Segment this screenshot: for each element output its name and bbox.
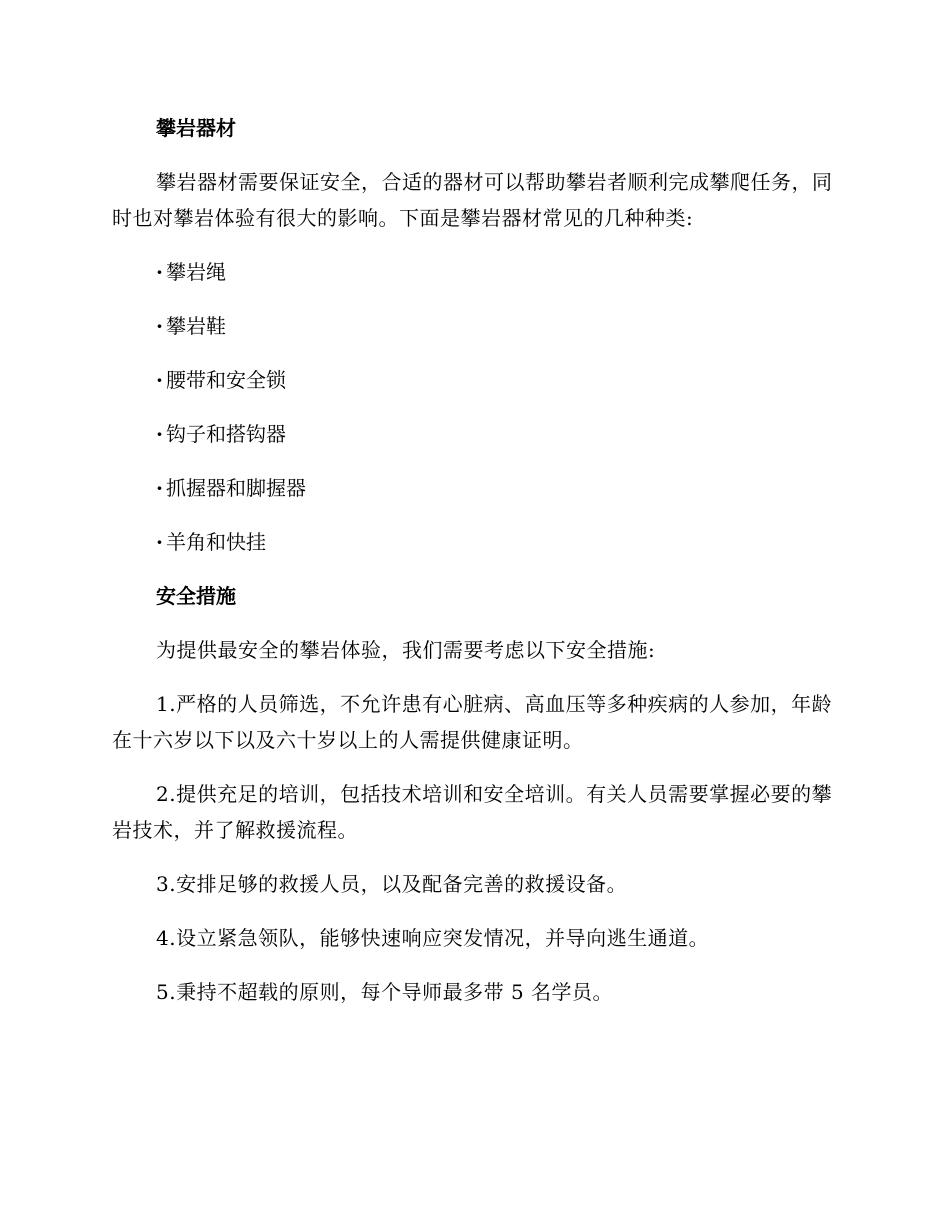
bullet-marker: · [156, 422, 163, 446]
bullet-marker: · [156, 260, 163, 284]
equipment-item-text: 攀岩鞋 [166, 314, 226, 338]
equipment-list-item [112, 254, 837, 290]
equipment-intro-paragraph: 攀岩器材需要保证安全，合适的器材可以帮助攀岩者顺利完成攀爬任务，同时也对攀岩体验有很大的影响。下面是攀岩器材常见的几种种类: [112, 170, 833, 230]
equipment-item-text: 钩子和搭钩器 [166, 422, 286, 446]
document-content [112, 110, 837, 1028]
safety-measure-paragraph: 5.秉持不超载的原则，每个导师最多带 5 名学员。 [156, 980, 614, 1004]
bullet-marker: · [156, 368, 163, 392]
section-heading-safety: 安全措施 [156, 584, 236, 608]
safety-measure-paragraph: 3.安排足够的救援人员，以及配备完善的救援设备。 [156, 872, 628, 896]
bullet-marker: · [156, 530, 163, 554]
bullet-marker: · [156, 314, 163, 338]
bullet-marker: · [156, 476, 163, 500]
equipment-list-item [112, 470, 837, 506]
equipment-item-text: 羊角和快挂 [166, 530, 266, 554]
equipment-list-item [112, 362, 837, 398]
safety-measure-paragraph: 1.严格的人员筛选，不允许患有心脏病、高血压等多种疾病的人参加，年龄在十六岁以下以及六十岁以上的人需提供健康证明。 [112, 692, 833, 752]
equipment-item-text: 攀岩绳 [166, 260, 226, 284]
safety-intro-paragraph: 为提供最安全的攀岩体验，我们需要考虑以下安全措施: [156, 638, 656, 662]
section-heading-equipment: 攀岩器材 [156, 116, 236, 140]
equipment-list-item [112, 308, 837, 344]
equipment-item-text: 腰带和安全锁 [166, 368, 286, 392]
equipment-list-item [112, 524, 837, 560]
equipment-item-text: 抓握器和脚握器 [166, 476, 306, 500]
equipment-list-item [112, 416, 837, 452]
safety-measure-paragraph: 2.提供充足的培训，包括技术培训和安全培训。有关人员需要掌握必要的攀岩技术，并了解救援流程。 [112, 782, 833, 842]
safety-measure-paragraph: 4.设立紧急领队，能够快速响应突发情况，并导向逃生通道。 [156, 926, 710, 950]
